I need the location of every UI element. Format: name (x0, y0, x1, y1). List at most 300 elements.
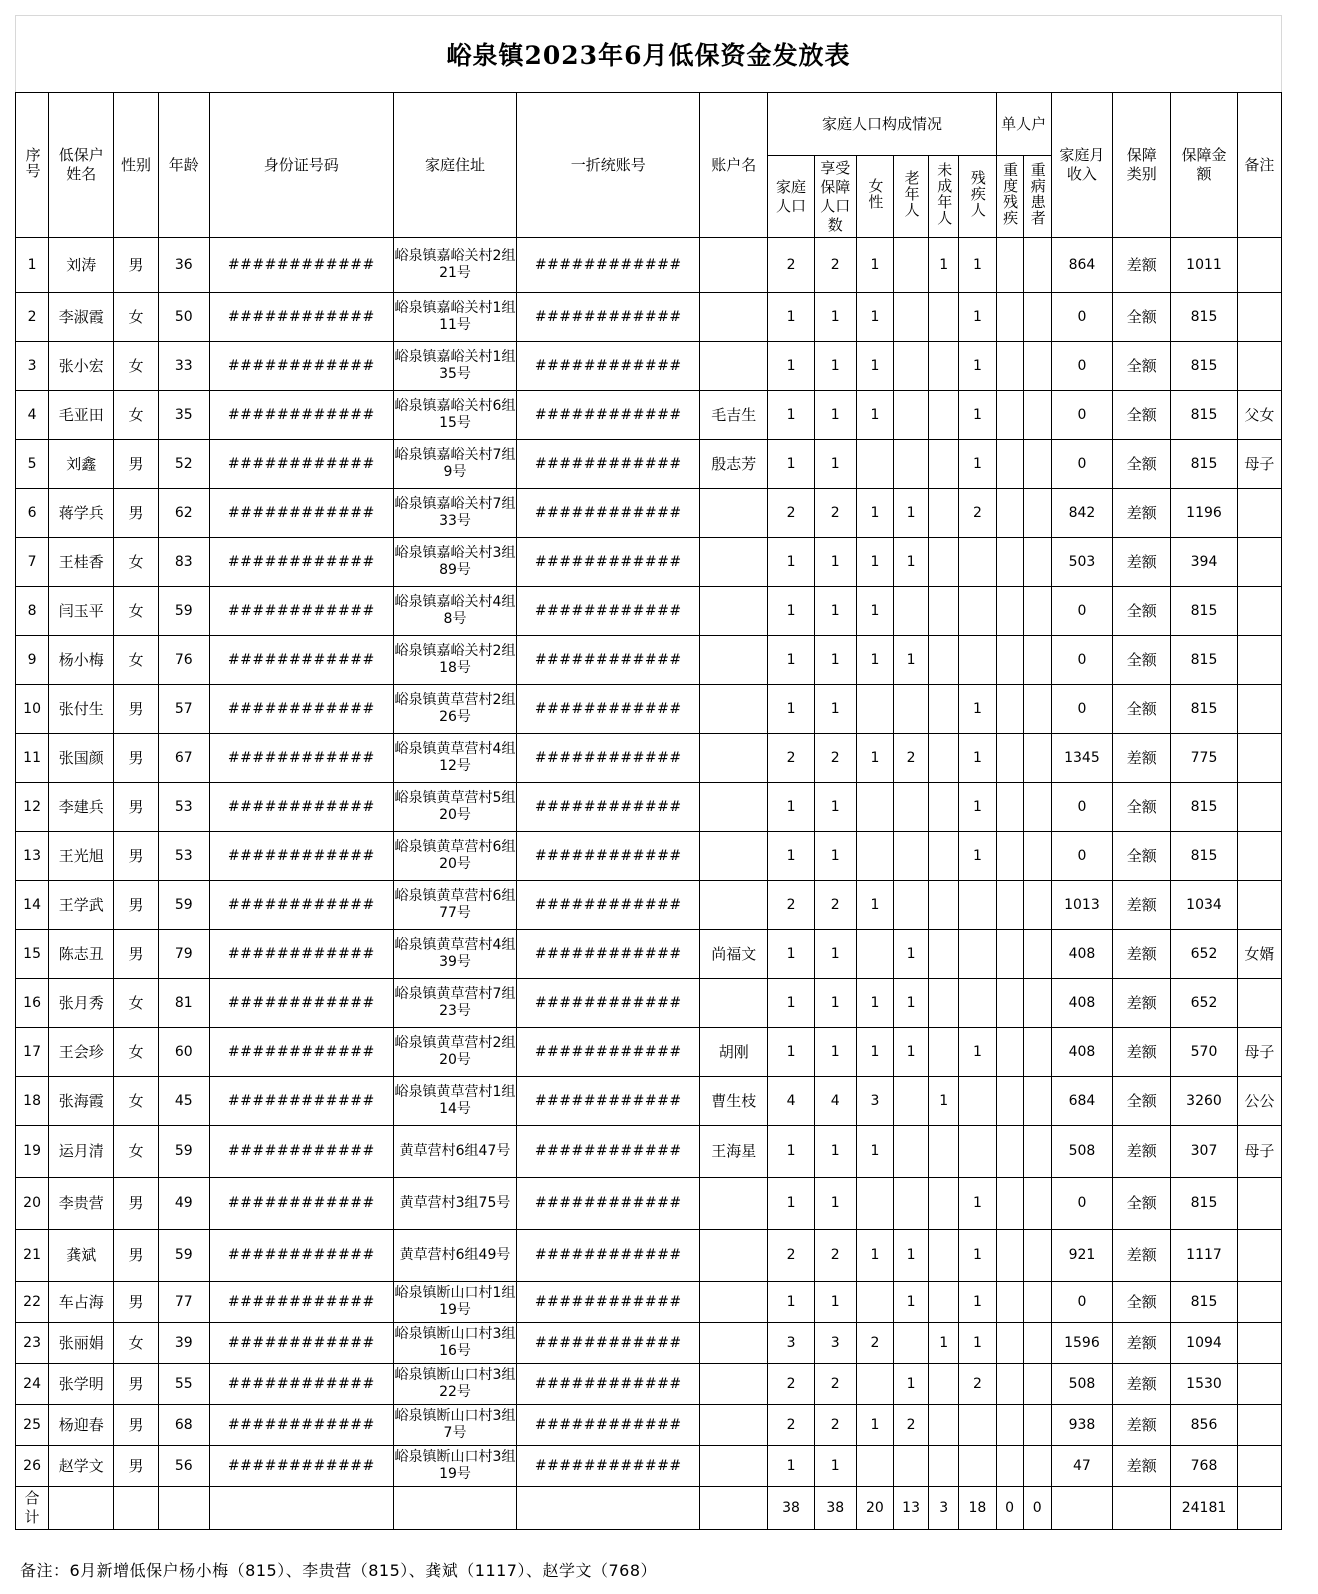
cell-disabled (959, 538, 996, 587)
cell-account: ############ (517, 1405, 700, 1446)
cell-id: ############ (209, 489, 393, 538)
cell-minor (929, 1282, 959, 1323)
cell-family-size: 1 (768, 685, 814, 734)
cell-elderly (894, 685, 929, 734)
cell-serious-ill (1023, 1282, 1051, 1323)
table-row (16, 1028, 1282, 1077)
cell-address: 黄草营村6组49号 (393, 1230, 517, 1282)
cell-amount: 652 (1171, 930, 1237, 979)
cell-amount: 815 (1171, 685, 1237, 734)
total-family-size: 38 (768, 1487, 814, 1530)
cell-covered: 1 (814, 930, 856, 979)
header-age: 年龄 (158, 93, 209, 238)
cell-type: 全额 (1113, 685, 1171, 734)
cell-id: ############ (209, 238, 393, 293)
cell-covered: 1 (814, 587, 856, 636)
cell-age: 53 (158, 783, 209, 832)
cell-female: 1 (856, 734, 893, 783)
cell-family-size: 1 (768, 636, 814, 685)
cell-income: 0 (1051, 636, 1112, 685)
cell-family-size: 2 (768, 1230, 814, 1282)
cell-name: 张海霞 (49, 1077, 114, 1126)
cell-address: 峪泉镇黄草营村6组77号 (393, 881, 517, 930)
cell-female: 1 (856, 1230, 893, 1282)
cell-covered: 1 (814, 342, 856, 391)
cell-gender: 女 (114, 1126, 158, 1178)
cell-id: ############ (209, 1230, 393, 1282)
cell-female: 1 (856, 489, 893, 538)
table-row (16, 538, 1282, 587)
cell-female: 1 (856, 881, 893, 930)
cell-disabled: 1 (959, 1282, 996, 1323)
cell-female: 3 (856, 1077, 893, 1126)
cell-disabled (959, 587, 996, 636)
cell-remark (1237, 979, 1281, 1028)
cell-account-name (700, 1323, 768, 1364)
cell-amount: 1011 (1171, 238, 1237, 293)
cell-age: 45 (158, 1077, 209, 1126)
cell-gender: 女 (114, 391, 158, 440)
cell-account-name (700, 293, 768, 342)
cell-serious-ill (1023, 783, 1051, 832)
cell-remark (1237, 1323, 1281, 1364)
cell-name: 张国颜 (49, 734, 114, 783)
cell-account: ############ (517, 238, 700, 293)
cell-id: ############ (209, 636, 393, 685)
table-row (16, 440, 1282, 489)
cell-id: ############ (209, 391, 393, 440)
footnote: 备注：6月新增低保户杨小梅（815）、李贵营（815）、龚斌（1117）、赵学文（768） (20, 1561, 658, 1580)
header-id: 身份证号码 (209, 93, 393, 238)
total-covered: 38 (814, 1487, 856, 1530)
cell-id: ############ (209, 1323, 393, 1364)
cell-income: 842 (1051, 489, 1112, 538)
cell-elderly: 2 (894, 734, 929, 783)
cell-family-size: 2 (768, 489, 814, 538)
cell-gender: 男 (114, 1230, 158, 1282)
cell-disabled: 1 (959, 342, 996, 391)
table-row (16, 342, 1282, 391)
cell-income: 408 (1051, 979, 1112, 1028)
cell-disabled: 1 (959, 734, 996, 783)
cell-gender: 男 (114, 489, 158, 538)
cell-age: 52 (158, 440, 209, 489)
cell-gender: 男 (114, 1282, 158, 1323)
cell-remark (1237, 238, 1281, 293)
header-name: 低保户姓名 (49, 93, 114, 238)
cell-gender: 男 (114, 783, 158, 832)
cell-amount: 1117 (1171, 1230, 1237, 1282)
cell-minor (929, 342, 959, 391)
cell-severe-disabled (996, 1230, 1023, 1282)
cell-age: 60 (158, 1028, 209, 1077)
cell-covered: 1 (814, 1126, 856, 1178)
header-seq: 序号 (16, 93, 49, 238)
cell-account: ############ (517, 1028, 700, 1077)
cell-severe-disabled (996, 1323, 1023, 1364)
cell-disabled (959, 636, 996, 685)
cell-female: 1 (856, 587, 893, 636)
cell-remark (1237, 1405, 1281, 1446)
cell-covered: 1 (814, 832, 856, 881)
cell-id: ############ (209, 1282, 393, 1323)
cell-address: 峪泉镇黄草营村4组39号 (393, 930, 517, 979)
cell-name: 刘涛 (49, 238, 114, 293)
cell-age: 35 (158, 391, 209, 440)
cell-minor (929, 1028, 959, 1077)
cell-type: 差额 (1113, 1028, 1171, 1077)
cell-id: ############ (209, 1028, 393, 1077)
cell-seq: 21 (16, 1230, 49, 1282)
cell-address: 峪泉镇黄草营村1组14号 (393, 1077, 517, 1126)
cell-account: ############ (517, 1364, 700, 1405)
cell-address: 黄草营村3组75号 (393, 1178, 517, 1230)
cell-name: 刘鑫 (49, 440, 114, 489)
cell-amount: 1094 (1171, 1323, 1237, 1364)
cell-female (856, 1446, 893, 1487)
cell-female: 1 (856, 238, 893, 293)
cell-covered: 2 (814, 238, 856, 293)
cell-gender: 女 (114, 342, 158, 391)
cell-income: 508 (1051, 1126, 1112, 1178)
cell-seq: 13 (16, 832, 49, 881)
cell-name: 张丽娟 (49, 1323, 114, 1364)
cell-family-size: 1 (768, 391, 814, 440)
cell-age: 79 (158, 930, 209, 979)
cell-income: 0 (1051, 832, 1112, 881)
cell-remark (1237, 636, 1281, 685)
cell-female (856, 440, 893, 489)
cell-account-name (700, 489, 768, 538)
cell-account: ############ (517, 1178, 700, 1230)
table-row (16, 1077, 1282, 1126)
cell-elderly: 1 (894, 979, 929, 1028)
cell-name: 王学武 (49, 881, 114, 930)
header-disabled: 残疾人 (959, 156, 996, 238)
cell-elderly: 2 (894, 1405, 929, 1446)
cell-type: 全额 (1113, 1077, 1171, 1126)
cell-income: 0 (1051, 391, 1112, 440)
cell-age: 68 (158, 1405, 209, 1446)
cell-account: ############ (517, 636, 700, 685)
cell-income: 0 (1051, 293, 1112, 342)
cell-severe-disabled (996, 1282, 1023, 1323)
cell-minor (929, 1364, 959, 1405)
total-row (16, 1487, 1282, 1530)
cell-name: 杨迎春 (49, 1405, 114, 1446)
cell-serious-ill (1023, 685, 1051, 734)
cell-remark (1237, 587, 1281, 636)
header-family-size: 家庭人口 (768, 156, 814, 238)
cell-amount: 815 (1171, 293, 1237, 342)
cell-income: 47 (1051, 1446, 1112, 1487)
cell-severe-disabled (996, 930, 1023, 979)
cell-serious-ill (1023, 489, 1051, 538)
cell-seq: 4 (16, 391, 49, 440)
cell-severe-disabled (996, 489, 1023, 538)
cell-address: 峪泉镇黄草营村2组20号 (393, 1028, 517, 1077)
cell-remark (1237, 734, 1281, 783)
cell-age: 55 (158, 1364, 209, 1405)
cell-disabled: 1 (959, 1230, 996, 1282)
cell-minor (929, 783, 959, 832)
cell-gender: 男 (114, 1364, 158, 1405)
cell-amount: 815 (1171, 440, 1237, 489)
cell-covered: 1 (814, 391, 856, 440)
cell-type: 差额 (1113, 1126, 1171, 1178)
cell-type: 全额 (1113, 587, 1171, 636)
header-covered: 享受保障人口数 (814, 156, 856, 238)
cell-serious-ill (1023, 587, 1051, 636)
cell-family-size: 4 (768, 1077, 814, 1126)
cell-remark (1237, 489, 1281, 538)
cell-age: 59 (158, 1126, 209, 1178)
cell-address: 峪泉镇黄草营村6组20号 (393, 832, 517, 881)
cell-minor: 1 (929, 238, 959, 293)
cell-account: ############ (517, 734, 700, 783)
cell-covered: 2 (814, 881, 856, 930)
cell-name: 张小宏 (49, 342, 114, 391)
cell-account-name (700, 1405, 768, 1446)
cell-address: 峪泉镇嘉峪关村1组11号 (393, 293, 517, 342)
cell-amount: 815 (1171, 587, 1237, 636)
cell-seq: 25 (16, 1405, 49, 1446)
cell-account: ############ (517, 1323, 700, 1364)
cell-minor (929, 881, 959, 930)
cell-disabled (959, 881, 996, 930)
cell-account-name (700, 783, 768, 832)
cell-seq: 5 (16, 440, 49, 489)
cell-id: ############ (209, 538, 393, 587)
cell-address: 峪泉镇断山口村3组22号 (393, 1364, 517, 1405)
cell-address: 峪泉镇断山口村3组7号 (393, 1405, 517, 1446)
cell-elderly: 1 (894, 930, 929, 979)
cell-family-size: 1 (768, 342, 814, 391)
cell-severe-disabled (996, 783, 1023, 832)
cell-age: 62 (158, 489, 209, 538)
cell-serious-ill (1023, 238, 1051, 293)
cell-amount: 856 (1171, 1405, 1237, 1446)
cell-gender: 男 (114, 832, 158, 881)
cell-id: ############ (209, 685, 393, 734)
cell-address: 峪泉镇嘉峪关村2组18号 (393, 636, 517, 685)
table-row (16, 685, 1282, 734)
cell-disabled: 1 (959, 391, 996, 440)
cell-income: 684 (1051, 1077, 1112, 1126)
cell-account: ############ (517, 587, 700, 636)
cell-type: 全额 (1113, 832, 1171, 881)
cell-covered: 4 (814, 1077, 856, 1126)
cell-family-size: 1 (768, 832, 814, 881)
cell-family-size: 2 (768, 1364, 814, 1405)
cell-female (856, 1364, 893, 1405)
table-row (16, 832, 1282, 881)
cell-type: 全额 (1113, 391, 1171, 440)
cell-elderly (894, 783, 929, 832)
cell-account-name (700, 734, 768, 783)
total-disabled: 18 (959, 1487, 996, 1530)
cell-account-name: 曹生枝 (700, 1077, 768, 1126)
cell-type: 差额 (1113, 979, 1171, 1028)
cell-family-size: 1 (768, 979, 814, 1028)
cell-severe-disabled (996, 832, 1023, 881)
cell-age: 53 (158, 832, 209, 881)
cell-family-size: 1 (768, 1028, 814, 1077)
cell-seq: 18 (16, 1077, 49, 1126)
table-row (16, 391, 1282, 440)
cell-name: 毛亚田 (49, 391, 114, 440)
cell-female (856, 1282, 893, 1323)
cell-disabled: 1 (959, 1178, 996, 1230)
cell-serious-ill (1023, 342, 1051, 391)
cell-id: ############ (209, 979, 393, 1028)
cell-covered: 2 (814, 734, 856, 783)
cell-disabled (959, 979, 996, 1028)
cell-amount: 775 (1171, 734, 1237, 783)
cell-remark (1237, 783, 1281, 832)
cell-minor (929, 979, 959, 1028)
table-row (16, 734, 1282, 783)
cell-disabled (959, 1077, 996, 1126)
cell-type: 差额 (1113, 1405, 1171, 1446)
cell-remark (1237, 1230, 1281, 1282)
cell-gender: 男 (114, 1178, 158, 1230)
header-account: 一折统账号 (517, 93, 700, 238)
cell-address: 峪泉镇嘉峪关村6组15号 (393, 391, 517, 440)
cell-gender: 女 (114, 636, 158, 685)
cell-minor: 1 (929, 1323, 959, 1364)
cell-female (856, 832, 893, 881)
cell-seq: 6 (16, 489, 49, 538)
cell-age: 59 (158, 1230, 209, 1282)
table-row (16, 636, 1282, 685)
cell-account-name (700, 1446, 768, 1487)
cell-disabled: 1 (959, 783, 996, 832)
cell-address: 峪泉镇嘉峪关村1组35号 (393, 342, 517, 391)
cell-severe-disabled (996, 1405, 1023, 1446)
cell-address: 峪泉镇黄草营村5组20号 (393, 783, 517, 832)
cell-account-name (700, 1178, 768, 1230)
cell-elderly (894, 238, 929, 293)
cell-serious-ill (1023, 636, 1051, 685)
cell-account: ############ (517, 783, 700, 832)
total-female: 20 (856, 1487, 893, 1530)
cell-gender: 男 (114, 930, 158, 979)
cell-type: 差额 (1113, 489, 1171, 538)
cell-serious-ill (1023, 293, 1051, 342)
cell-income: 864 (1051, 238, 1112, 293)
cell-income: 408 (1051, 930, 1112, 979)
cell-account: ############ (517, 1230, 700, 1282)
cell-age: 36 (158, 238, 209, 293)
cell-remark (1237, 1282, 1281, 1323)
cell-account-name (700, 979, 768, 1028)
cell-covered: 1 (814, 1178, 856, 1230)
cell-account-name (700, 832, 768, 881)
cell-id: ############ (209, 293, 393, 342)
cell-serious-ill (1023, 1405, 1051, 1446)
cell-id: ############ (209, 930, 393, 979)
cell-age: 59 (158, 881, 209, 930)
cell-serious-ill (1023, 1028, 1051, 1077)
cell-remark (1237, 685, 1281, 734)
cell-amount: 815 (1171, 832, 1237, 881)
cell-family-size: 2 (768, 734, 814, 783)
cell-income: 0 (1051, 587, 1112, 636)
cell-severe-disabled (996, 1364, 1023, 1405)
cell-minor (929, 440, 959, 489)
cell-address: 峪泉镇断山口村1组19号 (393, 1282, 517, 1323)
cell-remark (1237, 1446, 1281, 1487)
cell-minor (929, 538, 959, 587)
cell-severe-disabled (996, 1446, 1023, 1487)
table-row (16, 587, 1282, 636)
header-single-group: 单人户 (996, 93, 1051, 156)
cell-amount: 815 (1171, 783, 1237, 832)
cell-covered: 3 (814, 1323, 856, 1364)
cell-remark (1237, 293, 1281, 342)
cell-female (856, 783, 893, 832)
table-row (16, 1178, 1282, 1230)
cell-id: ############ (209, 881, 393, 930)
cell-minor (929, 1178, 959, 1230)
cell-type: 差额 (1113, 1446, 1171, 1487)
cell-remark: 女婿 (1237, 930, 1281, 979)
cell-disabled: 2 (959, 1364, 996, 1405)
cell-type: 差额 (1113, 881, 1171, 930)
total-label: 合计 (16, 1487, 49, 1530)
cell-type: 差额 (1113, 1364, 1171, 1405)
table-row (16, 1126, 1282, 1178)
cell-address: 峪泉镇黄草营村7组23号 (393, 979, 517, 1028)
cell-female: 1 (856, 538, 893, 587)
cell-type: 差额 (1113, 734, 1171, 783)
cell-amount: 394 (1171, 538, 1237, 587)
total-severe-disabled: 0 (996, 1487, 1023, 1530)
cell-serious-ill (1023, 832, 1051, 881)
total-serious-ill: 0 (1023, 1487, 1051, 1530)
cell-disabled: 1 (959, 1028, 996, 1077)
cell-amount: 815 (1171, 342, 1237, 391)
cell-income: 921 (1051, 1230, 1112, 1282)
cell-account-name (700, 587, 768, 636)
cell-gender: 男 (114, 734, 158, 783)
cell-income: 1596 (1051, 1323, 1112, 1364)
cell-type: 全额 (1113, 342, 1171, 391)
cell-seq: 14 (16, 881, 49, 930)
cell-income: 0 (1051, 440, 1112, 489)
cell-address: 峪泉镇断山口村3组19号 (393, 1446, 517, 1487)
cell-account: ############ (517, 930, 700, 979)
cell-seq: 15 (16, 930, 49, 979)
cell-elderly (894, 881, 929, 930)
cell-age: 49 (158, 1178, 209, 1230)
cell-income: 0 (1051, 685, 1112, 734)
cell-type: 差额 (1113, 538, 1171, 587)
cell-minor (929, 930, 959, 979)
cell-severe-disabled (996, 685, 1023, 734)
cell-female: 1 (856, 636, 893, 685)
cell-name: 张付生 (49, 685, 114, 734)
cell-address: 峪泉镇嘉峪关村4组8号 (393, 587, 517, 636)
cell-remark: 父女 (1237, 391, 1281, 440)
cell-covered: 1 (814, 538, 856, 587)
cell-elderly: 1 (894, 1230, 929, 1282)
cell-seq: 17 (16, 1028, 49, 1077)
cell-name: 杨小梅 (49, 636, 114, 685)
cell-account: ############ (517, 1077, 700, 1126)
cell-name: 陈志丑 (49, 930, 114, 979)
